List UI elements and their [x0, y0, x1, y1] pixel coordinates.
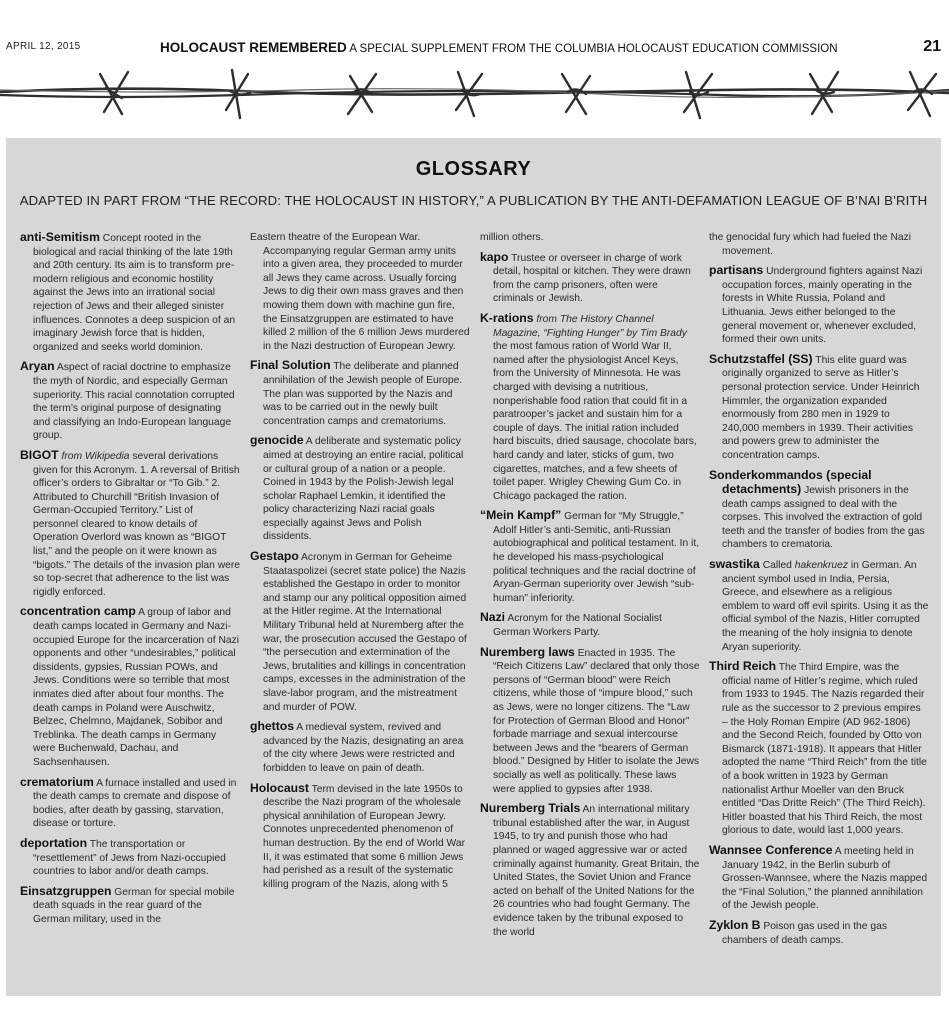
entry-schutzstaffel [709, 353, 929, 463]
page-header [6, 38, 943, 58]
term: K-rations [480, 310, 534, 325]
term: crematorium [20, 774, 94, 789]
term: kapo [480, 249, 509, 264]
glossary-column-1 [20, 231, 240, 933]
term: partisans [709, 263, 764, 278]
term: BIGOT [20, 447, 59, 462]
source: from Wikipedia [58, 450, 130, 462]
definition: Acronym for the National Socialist German Workers Party. [493, 613, 662, 639]
entry-k-rations [480, 312, 700, 503]
entry-concentration-camp [20, 605, 240, 769]
term: Schutzstaffel (SS) [709, 351, 813, 366]
definition: A medieval system, revived and advanced by the Nazis, designating an area of the city where Jews were restricted and forbidden to leave on pain of death. [263, 722, 464, 774]
term: deportation [20, 835, 88, 850]
term: Gestapo [250, 549, 299, 564]
glossary-column-3 [480, 231, 700, 945]
entry-crematorium [20, 776, 240, 831]
entry-nuremberg-trials [480, 802, 700, 939]
definition: several derivations given for this Acronym. 1. A reversal of British officer’s orders to Gibraltar or “To Gib.” 2. Attributed to Churchill “British Invasion of German-Occupied Territory.” List of personnel cleared to know details of Operation Overlord was known as “BIGOT list,” and the people on it were known as “bigots.” The details of the invasion plan were so top-secret that adherence to the list was rigidly enforced. [33, 450, 241, 598]
term: Wannsee Conference [709, 842, 833, 857]
term: Zyklon B [709, 917, 761, 932]
term: Final Solution [250, 358, 331, 373]
foreign-term: hakenkruez [794, 560, 848, 572]
entry-deportation [20, 837, 240, 879]
entry-einsatzgruppen-continued: Eastern theatre of the European War. Accompanying regular German army units into a given area, they proceeded to murder all Jews they came across. Usually forcing Jews to dig their own mass graves and then mowing them down with machine gun fire, the Einsatzgruppen are estimated to have killed 2 million of the 6 million Jews murdered in the Nazi destruction of European Jewry. [250, 232, 470, 352]
entry-nuremberg-laws [480, 646, 700, 797]
term: ghettos [250, 719, 295, 734]
term: Aryan [20, 359, 55, 374]
entry-genocide [250, 434, 470, 544]
glossary-column-2 [250, 231, 470, 897]
definition: Concept rooted in the biological and racial thinking of the late 19th and 20th century. Its aim is to transform pre-modern religious and economic hostility against the Jews into an irrational social rejection of Jews and their alleged sinister influences. Connotes a deep suspicion of an imaginary Jewish force that is hidden, organized and seeks world dominion. [33, 233, 236, 353]
definition: A furnace installed and used in the death camps to cremate and dispose of bodies, after death by gassing, starvation, disease or torture. [33, 777, 237, 830]
entry-mein-kampf [480, 509, 700, 605]
entry-swastika [709, 558, 929, 654]
term: swastika [709, 557, 760, 572]
term: Third Reich [709, 659, 777, 674]
definition: German for “My Struggle,” Adolf Hitler’s anti-Semitic, anti-Russian autobiographical and political testament. In it, he developed his mass-psychological political techniques and the racial doctrine of Aryan-German superiority over Jewish “sub-human” inferiority. [493, 511, 700, 604]
entry-nuremberg-trials-continued: the genocidal fury which had fueled the Nazi movement. [709, 232, 912, 257]
definition: Trustee or overseer in charge of work detail, hospital or kitchen. They were drawn from the camp prisoners, often were criminals or Jewish. [493, 252, 691, 305]
entry-sonderkommandos [709, 469, 929, 553]
definition: The transportation or “resettlement” of Jews from Nazi-occupied countries to labor and/or death camps. [33, 838, 226, 878]
definition: A meeting held in January 1942, in the Berlin suburb of Grossen-Wannsee, where the Nazis mapped the “Final Solution,” the planned annihilation of the Jewish people. [722, 845, 928, 912]
definition: Acronym in German for Geheime Staataspolizei (secret state police) the Nazis established the Gestapo in order to monitor and stamp our any political opposition aimed at the Hitler regime. At the International Military Tribunal held at Nuremberg after the war, the prosecution accused the Gestapo of “the persecution and extermination of the Jews, brutalities and killings in concentration camps, excesses in the administration of the slave-labor program, and the mistreatment and murder of POW. [263, 552, 467, 713]
entry-zyklon-b [709, 919, 929, 947]
definition: Aspect of racial doctrine to emphasize the myth of Nordic, and especially German superiority. This racial connotation corrupted the term’s original purpose of designating and classifying an Indo-European language group. [33, 362, 235, 442]
supplement-name: HOLOCAUST REMEMBERED [160, 40, 347, 55]
entry-einsatzgruppen [20, 885, 240, 927]
term: Nuremberg Trials [480, 801, 581, 816]
entry-ghettos [250, 720, 470, 775]
definition: Poison gas used in the gas chambers of death camps. [722, 920, 887, 946]
term: “Mein Kampf” [480, 508, 562, 523]
definition: Enacted in 1935. The “Reich Citizens Law” declared that only those persons of “German blood” were Reich citizens, while those of “impure blood,” such as Jews, were no longer citizens. The “Law for Protection of German Blood and Honor” forbade marriage and sexual intercourse between Jews and the “bearers of German blood.” Designed by Hitler to isolate the Jews socially as well as politically. These laws were applied to gypsies after 1938. [493, 647, 700, 795]
definition-lead: Called [759, 560, 795, 572]
definition: Jewish prisoners in the death camps assigned to deal with the corpses. This involved the extraction of gold teeth and the transfer of bodies from the gas chambers to crematoria. [722, 485, 925, 551]
entry-aryan [20, 360, 240, 443]
supplement-subtitle: A SPECIAL SUPPLEMENT FROM THE COLUMBIA HOLOCAUST EDUCATION COMMISSION [346, 43, 838, 55]
definition: the most famous ration of World War II, named after the physiologist Ancel Keys, from the University of Minnesota. He was charged with devising a nutritious, nonperishable food ration that could fit in a paratrooper’s jacket and sustain him for a couple of days. The initial ration included hard biscuits, dried sausage, chocolate bars, hard candy and later, sticks of gum, two cigarettes, matches, and a few sheets of toilet paper. Wrigley Chewing Gum Co. in Chicago packaged the ration. [493, 341, 697, 502]
definition: This elite guard was originally organized to serve as Hitler’s personal protection service. Under Heinrich Himmler, the organization expanded enormously from 280 men in 1929 to 240,000 members in 1939. Their activities and powers grew to administer the concentration camps. [722, 354, 920, 461]
entry-wannsee-conference [709, 844, 929, 913]
definition: A deliberate and systematic policy aimed at destroying an entire racial, political or cultural group of a nation or a people. Coined in 1943 by the Polish-Jewish legal scholar Raphael Lemkin, it identified the policy characterizing Nazi racial goals especially against Jews and Polish dissidents. [263, 436, 464, 543]
entry-nazi [480, 611, 700, 639]
term: genocide [250, 433, 304, 448]
entry-kapo [480, 251, 700, 306]
entry-final-solution [250, 359, 470, 428]
glossary-column-4 [709, 231, 929, 953]
entry-gestapo [250, 550, 470, 714]
term: Sonderkommandos (special detachments) [709, 467, 872, 497]
term: Holocaust [250, 780, 309, 795]
definition: in German. An ancient symbol used in India, Persia, Greece, and elsewhere as a religious emblem to ward off evil spirits. Using it as the official symbol of the Nazis, Hitler corrupted the meaning of the holy insignia to denote Aryan superiority. [722, 560, 929, 653]
entry-holocaust-continued: million others. [480, 232, 544, 243]
definition: The deliberate and planned annihilation of the Jewish people of Europe. The plan was supported by the Nazis and was to be carried out in the newly built concentration camps and crematoriums. [263, 361, 463, 427]
entry-third-reich [709, 660, 929, 838]
term: anti-Semitism [20, 230, 100, 244]
page-number: 21 [923, 38, 941, 55]
source: from The History Channel Magazine, “Fighting Hunger” by Tim Brady [493, 313, 687, 339]
entry-bigot [20, 449, 240, 600]
definition: Term devised in the late 1950s to describe the Nazi program of the wholesale physical annihilation of European Jewry. Connotes unprecedented phenomenon of human destruction. By the end of World War II, it was estimated that some 6 million Jews had perished as a result of the systematic killing program of the Nazis, along with 5 [263, 783, 466, 890]
issue-date: APRIL 12, 2015 [6, 41, 81, 52]
definition: German for special mobile death squads in the rear guard of the German military, used in the [33, 886, 235, 925]
definition: A group of labor and death camps located in Germany and Nazi-occupied Europe for the incarceration of Nazi opponents and other “undesirables,” political dissidents, gypsies, Russian POWs, and Jews. Conditions were so terrible that most inmates died after about four months. The death camps in Poland were Auschwitz, Belzec, Chelmno, Majdanek, Sobibor and Treblinka. The death camps in Germany were Buchenwald, Dachau, and Sachsenhausen. [33, 607, 240, 768]
supplement-title [160, 40, 838, 55]
glossary-title: GLOSSARY [415, 158, 532, 180]
definition: An international military tribunal established after the war, in August 1945, to try and punish those who had planned or waged aggressive war or acted criminally against humanity. Great Britain, the United States, the Soviet Union and France acted on behalf of the United Nations for the 26 countries who had fought Germany. The evidence taken by the tribunal exposed to the world [493, 804, 700, 938]
entry-holocaust [250, 782, 470, 892]
entry-partisans [709, 264, 929, 347]
barbed-wire-illustration [0, 64, 949, 126]
term: Nuremberg laws [480, 644, 575, 659]
term: concentration camp [20, 604, 136, 619]
definition: The Third Empire, was the official name of Hitler’s regime, which ruled from 1933 to 1945. The Nazis regarded their rule as the successor to 2 previous empires – the Holy Roman Empire (AD 962-1806) and the Second Reich, founded by Otto von Bismarck (1871-1918). It appears that Hitler adopted the name “Third Reich” from the title of a book written in 1923 by German nationalist Arthur Moeller van den Bruck entitled “Das Dritte Reich” (The Third Reich). Hitler boasted that his Third Reich, the most glorious to date, would last 1,000 years. [722, 662, 927, 837]
term: Einsatzgruppen [20, 883, 112, 898]
term: Nazi [480, 610, 506, 625]
glossary-subtitle: ADAPTED IN PART FROM “THE RECORD: THE HOLOCAUST IN HISTORY,” A PUBLICATION BY THE ANTI-DEFAMATION LEAGUE OF B’NAI B’RITH [19, 193, 928, 208]
definition: Underground fighters against Nazi occupation forces, mainly operating in the forests in White Russia, Poland and Lithuania. Jews either belonged to the general movement or, whenever excluded, formed their own units. [722, 266, 923, 346]
entry-anti-semitism [20, 231, 240, 354]
glossary-panel [6, 138, 941, 996]
